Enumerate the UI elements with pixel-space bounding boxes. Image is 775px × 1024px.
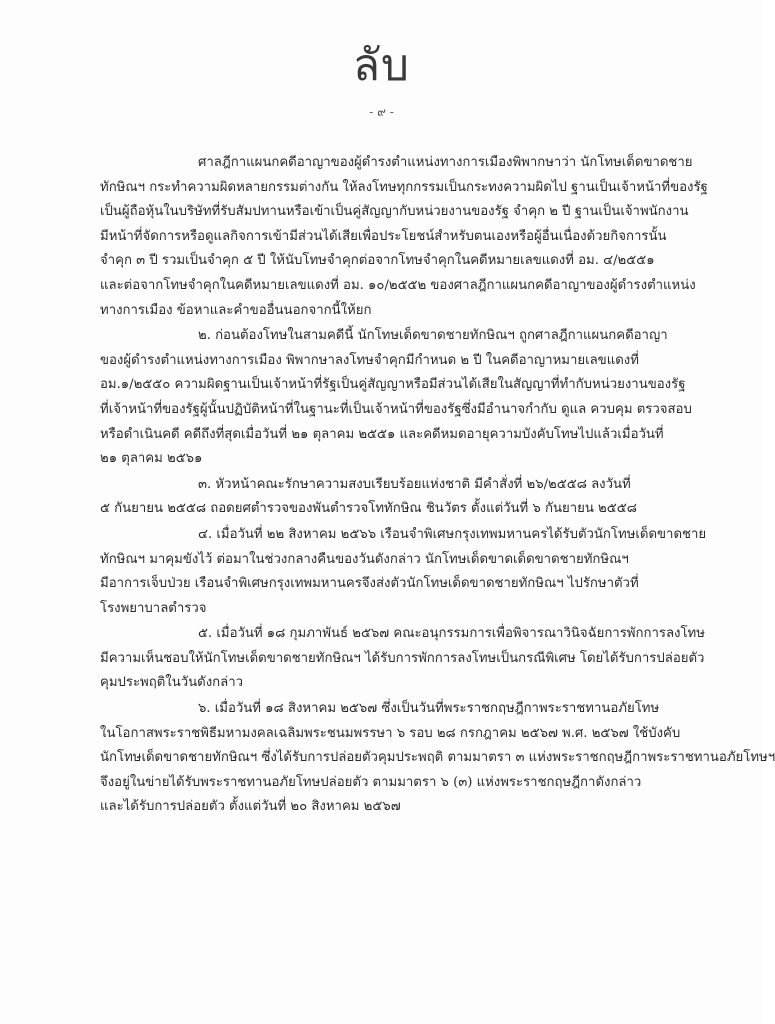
text-line: ทางการเมือง ข้อหาและคำขออื่นนอกจากนี้ให้ยก	[100, 302, 372, 318]
paragraph-6	[100, 697, 775, 820]
text-line: ๖. เมื่อวันที่ ๑๘ สิงหาคม ๒๕๖๗ ซึ่งเป็นวันที่พระราชกฤษฎีกาพระราชทานอภัยโทษ	[198, 701, 660, 717]
text-line: จำคุก ๓ ปี รวมเป็นจำคุก ๕ ปี ให้นับโทษจำคุกต่อจากโทษจำคุกในคดีหมายเลขแดงที่ อม. ๔/๒๕๕๑	[100, 253, 655, 269]
text-line: นักโทษเด็ดขาดชายทักษิณฯ ซึ่งได้รับการปล่อยตัวคุมประพฤติ ตามมาตรา ๓ แห่งพระราชกฤษฎีกาพระราชทานอภัยโทษฯ	[100, 750, 775, 766]
paragraph-4	[100, 523, 707, 621]
text-line: ในโอกาสพระราชพิธีมหามงคลเฉลิมพระชนมพรรษา ๖ รอบ ๒๘ กรกฎาคม ๒๕๖๗ พ.ศ. ๒๕๖๗ ใช้บังคับ	[100, 725, 681, 741]
text-line: ทักษิณฯ กระทำความผิดหลายกรรมต่างกัน ให้ลงโทษทุกกรรมเป็นกระทงความผิดไป ฐานเป็นเจ้าหน้าที่ของรัฐ	[100, 179, 708, 195]
text-line: มีความเห็นชอบให้นักโทษเด็ดขาดชายทักษิณฯ ได้รับการพักการลงโทษเป็นกรณีพิเศษ โดยได้รับการปล่อยตัว	[100, 650, 705, 666]
text-line: และได้รับการปล่อยตัว ตั้งแต่วันที่ ๒๐ สิงหาคม ๒๕๖๗	[100, 799, 401, 815]
paragraph-5	[100, 622, 705, 696]
text-line: จึงอยู่ในข่ายได้รับพระราชทานอภัยโทษปล่อยตัว ตามมาตรา ๖ (๓) แห่งพระราชกฤษฎีกาดังกล่าว	[100, 774, 642, 790]
text-line: อม.๑/๒๕๕๐ ความผิดฐานเป็นเจ้าหน้าที่รัฐเป็นคู่สัญญาหรือมีส่วนได้เสียในสัญญาที่ทำกับหน่วยงานของรัฐ	[100, 377, 686, 393]
text-line: ๕ กันยายน ๒๕๕๘ ถอดยศตำรวจของพันตำรวจโททักษิณ ชินวัตร ตั้งแต่วันที่ ๖ กันยายน ๒๕๕๘	[100, 501, 637, 517]
text-line: และต่อจากโทษจำคุกในคดีหมายเลขแดงที่ อม. ๑๐/๒๕๕๒ ของศาลฎีกาแผนกคดีอาญาของผู้ดำรงตำแหน่ง	[100, 277, 696, 293]
paragraph-2	[100, 324, 692, 472]
text-line: ๒๑ ตุลาคม ๒๕๖๑	[100, 451, 203, 467]
text-line: คุมประพฤติในวันดังกล่าว	[100, 675, 244, 691]
text-line: ๒. ก่อนต้องโทษในสามคดีนี้ นักโทษเด็ดขาดชายทักษิณฯ ถูกศาลฎีกาแผนกคดีอาญา	[198, 328, 668, 344]
text-line: ๔. เมื่อวันที่ ๒๒ สิงหาคม ๒๕๖๖ เรือนจำพิเศษกรุงเทพมหานครได้รับตัวนักโทษเด็ดขาดชาย	[198, 526, 707, 542]
page-number: - ๙ -	[369, 105, 394, 119]
text-line: ๓. หัวหน้าคณะรักษาความสงบเรียบร้อยแห่งชาติ มีคำสั่งที่ ๒๖/๒๕๕๘ ลงวันที่	[198, 476, 631, 492]
text-line: ๕. เมื่อวันที่ ๑๘ กุมภาพันธ์ ๒๕๖๗ คณะอนุกรรมการเพื่อพิจารณาวินิจฉัยการพักการลงโทษ	[198, 626, 705, 642]
text-line: โรงพยาบาลตำรวจ	[100, 600, 207, 616]
text-line: ทักษิณฯ มาคุมขังไว้ ต่อมาในช่วงกลางคืนของวันดังกล่าว นักโทษเด็ดขาดเด็ดขาดชายทักษิณฯ	[100, 551, 629, 567]
paragraph-1	[100, 151, 708, 323]
paragraph-3	[100, 473, 670, 522]
text-line: มีอาการเจ็บป่วย เรือนจำพิเศษกรุงเทพมหานครจึงส่งตัวนักโทษเด็ดขาดชายทักษิณฯ ไปรักษาตัวที่	[100, 576, 639, 592]
text-line: ของผู้ดำรงตำแหน่งทางการเมือง พิพากษาลงโทษจำคุกมีกำหนด ๒ ปี ในคดีอาญาหมายเลขแดงที่	[100, 352, 639, 368]
classification-mark: ลับ	[353, 40, 410, 91]
document-body	[100, 151, 775, 820]
text-line: ศาลฎีกาแผนกคดีอาญาของผู้ดำรงตำแหน่งทางการเมืองพิพากษาว่า นักโทษเด็ดขาดชาย	[198, 155, 693, 170]
text-line: ที่เจ้าหน้าที่ของรัฐผู้นั้นปฏิบัติหน้าที่ในฐานะที่เป็นเจ้าหน้าที่ของรัฐซึ่งมีอำนาจกำกับ ดูแล ควบคุม ตรวจสอบ	[100, 401, 692, 417]
text-line: หรือดำเนินคดี คดีถึงที่สุดเมื่อวันที่ ๒๑ ตุลาคม ๒๕๕๑ และคดีหมดอายุความบังคับโทษไปแล้วเมื่อวันที่	[100, 426, 664, 442]
text-line: มีหน้าที่จัดการหรือดูแลกิจการเข้ามีส่วนได้เสียเพื่อประโยชน์สำหรับตนเองหรือผู้อื่นเนื่องด้วยกิจการนั้น	[100, 228, 667, 244]
text-line: เป็นผู้ถือหุ้นในบริษัทที่รับสัมปทานหรือเข้าเป็นคู่สัญญากับหน่วยงานของรัฐ จำคุก ๒ ปี ฐานเป็นเจ้าพนักงาน	[100, 204, 689, 220]
